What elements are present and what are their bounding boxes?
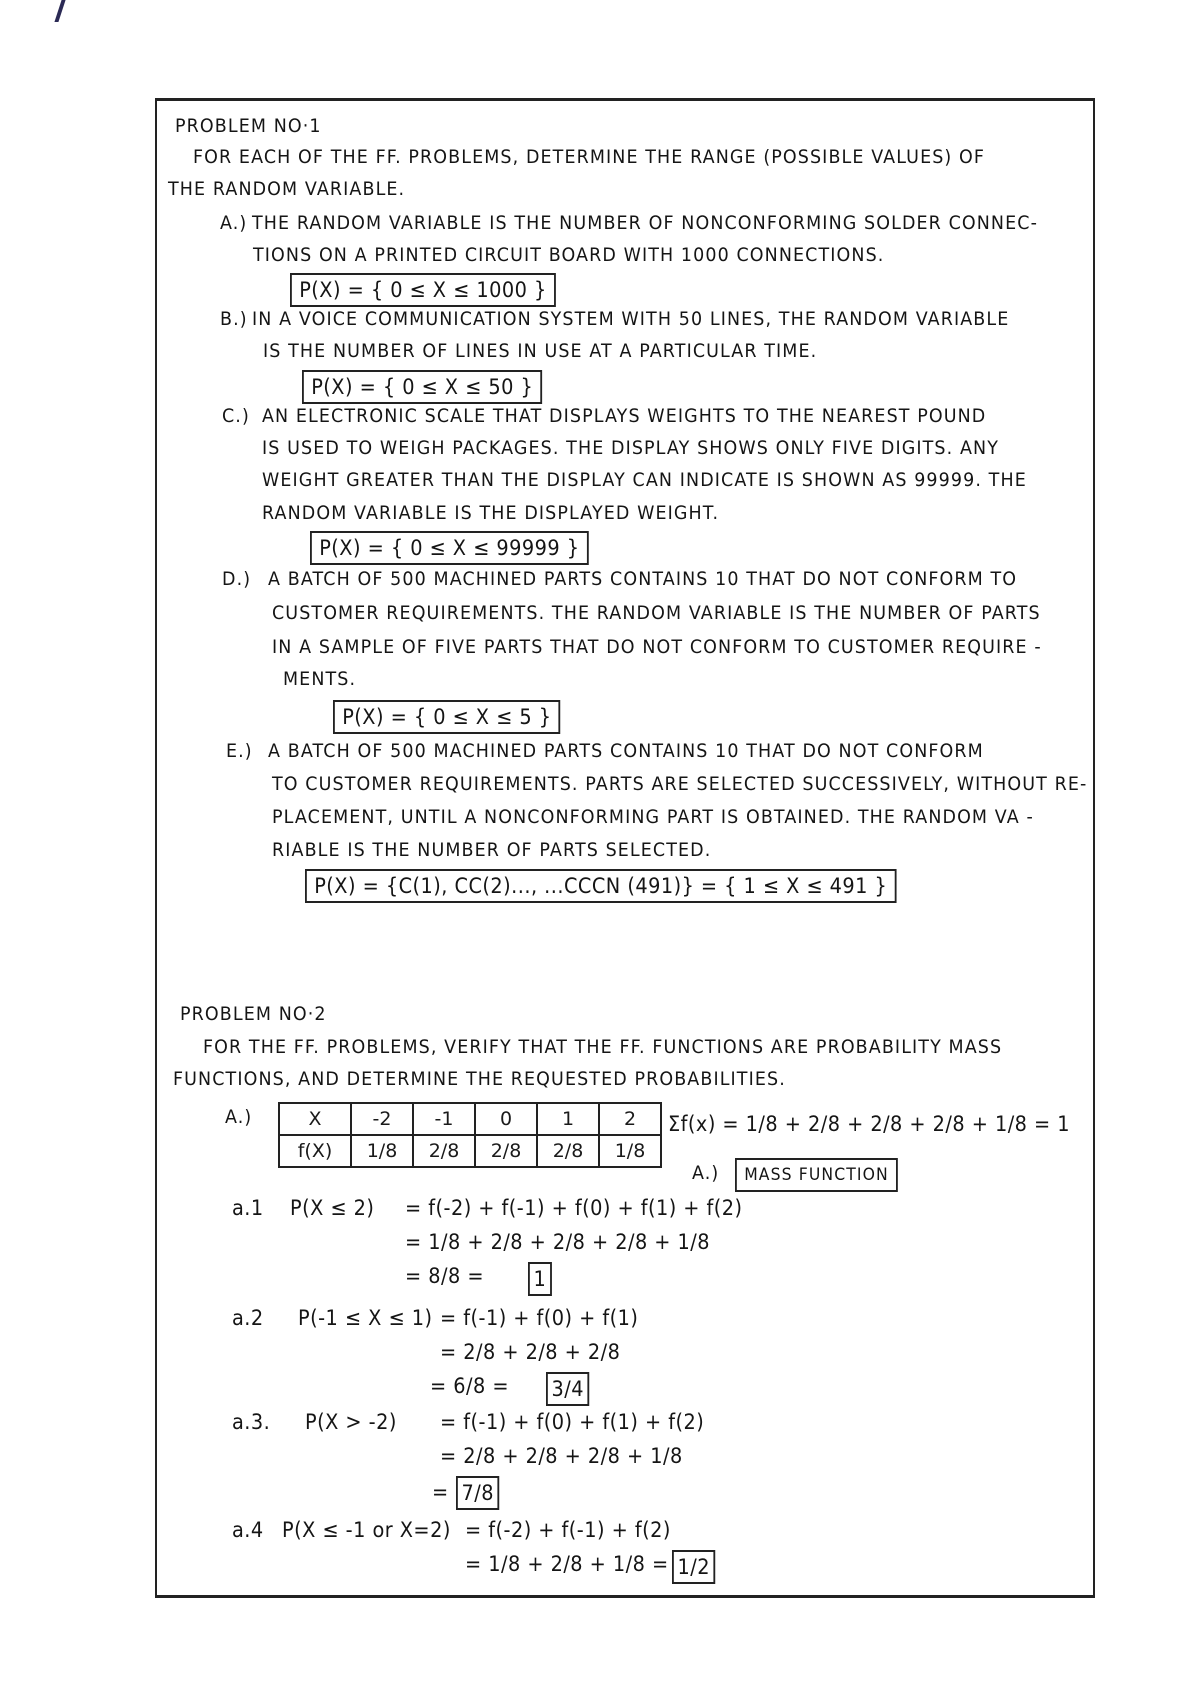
solution-a3-line-2: = 2/8 + 2/8 + 2/8 + 1/8: [440, 1444, 683, 1468]
part-a-label: A.): [220, 212, 248, 234]
solution-a2-lhs: P(-1 ≤ X ≤ 1): [298, 1306, 433, 1330]
part-c-text-line-3: WEIGHT GREATER THAN THE DISPLAY CAN INDICATE IS SHOWN AS 99999. THE: [262, 469, 1027, 491]
pmf-x-cell: -2: [351, 1103, 413, 1135]
part-d-answer-box: P(X) = { 0 ≤ X ≤ 5 }: [333, 700, 561, 734]
pmf-fx-cell: 2/8: [413, 1135, 475, 1167]
problem-1-intro-line-1: FOR EACH OF THE FF. PROBLEMS, DETERMINE THE RANGE (POSSIBLE VALUES) OF: [193, 146, 986, 168]
pmf-x-cell: -1: [413, 1103, 475, 1135]
part-d-label: D.): [222, 568, 252, 590]
pmf-x-cell: 1: [537, 1103, 599, 1135]
problem-1-title: PROBLEM NO·1: [175, 115, 322, 137]
pmf-table-row-x: [279, 1103, 661, 1135]
part-e-answer-box: P(X) = {C(1), CC(2)..., ...CCCN (491)} = { 1 ≤ X ≤ 491 }: [305, 869, 896, 903]
part-a-text-line-1: THE RANDOM VARIABLE IS THE NUMBER OF NONCONFORMING SOLDER CONNEC-: [252, 212, 1038, 234]
conclusion-box: MASS FUNCTION: [735, 1158, 898, 1192]
solution-a3-label: a.3.: [232, 1410, 271, 1434]
pmf-header-fx: f(X): [279, 1135, 351, 1167]
pmf-fx-cell: 1/8: [351, 1135, 413, 1167]
solution-a3-line-1: = f(-1) + f(0) + f(1) + f(2): [440, 1410, 705, 1434]
part-c-answer-box: P(X) = { 0 ≤ X ≤ 99999 }: [310, 531, 589, 565]
solution-a2-line-1: = f(-1) + f(0) + f(1): [440, 1306, 639, 1330]
part-d-text-line-4: MENTS.: [283, 668, 357, 690]
part-c-label: C.): [222, 405, 250, 427]
solution-a4-line-1: = f(-2) + f(-1) + f(2): [465, 1518, 671, 1542]
problem-1-intro-line-2: THE RANDOM VARIABLE.: [168, 178, 406, 200]
pmf-x-cell: 2: [599, 1103, 661, 1135]
pmf-table: [278, 1102, 662, 1168]
solution-a3-lhs: P(X > -2): [305, 1410, 397, 1434]
pmf-x-cell: 0: [475, 1103, 537, 1135]
part-e-label: E.): [226, 740, 253, 762]
part-d-text-line-3: IN A SAMPLE OF FIVE PARTS THAT DO NOT CONFORM TO CUSTOMER REQUIRE -: [272, 636, 1042, 658]
pmf-table-row-fx: [279, 1135, 661, 1167]
part-b-label: B.): [220, 308, 248, 330]
solution-a2-label: a.2: [232, 1306, 264, 1330]
part-b-text-line-2: IS THE NUMBER OF LINES IN USE AT A PARTICULAR TIME.: [263, 340, 818, 362]
sum-check: Σf(x) = 1/8 + 2/8 + 2/8 + 2/8 + 1/8 = 1: [668, 1112, 1071, 1136]
solution-a1-line-1: = f(-2) + f(-1) + f(0) + f(1) + f(2): [405, 1196, 743, 1220]
pmf-header-x: X: [279, 1103, 351, 1135]
part-e-text-line-4: RIABLE IS THE NUMBER OF PARTS SELECTED.: [272, 839, 712, 861]
problem-2-intro-line-1: FOR THE FF. PROBLEMS, VERIFY THAT THE FF. FUNCTIONS ARE PROBABILITY MASS: [203, 1036, 1003, 1058]
solution-a2-line-2: = 2/8 + 2/8 + 2/8: [440, 1340, 621, 1364]
pmf-fx-cell: 1/8: [599, 1135, 661, 1167]
problem-2-intro-line-2: FUNCTIONS, AND DETERMINE THE REQUESTED PROBABILITIES.: [173, 1068, 786, 1090]
part-d-text-line-1: A BATCH OF 500 MACHINED PARTS CONTAINS 10 THAT DO NOT CONFORM TO: [268, 568, 1018, 590]
solution-a1-lhs: P(X ≤ 2): [290, 1196, 375, 1220]
part-e-text-line-2: TO CUSTOMER REQUIREMENTS. PARTS ARE SELECTED SUCCESSIVELY, WITHOUT RE-: [272, 773, 1088, 795]
solution-a3-answer-box: 7/8: [456, 1476, 500, 1510]
solution-a1-answer-box: 1: [528, 1262, 552, 1296]
solution-a4-line-2: = 1/8 + 2/8 + 1/8 =: [465, 1552, 669, 1576]
part-b-text-line-1: IN A VOICE COMMUNICATION SYSTEM WITH 50 LINES, THE RANDOM VARIABLE: [252, 308, 1010, 330]
part-d-text-line-2: CUSTOMER REQUIREMENTS. THE RANDOM VARIABLE IS THE NUMBER OF PARTS: [272, 602, 1041, 624]
part-c-text-line-2: IS USED TO WEIGH PACKAGES. THE DISPLAY SHOWS ONLY FIVE DIGITS. ANY: [262, 437, 999, 459]
part-b-answer-box: P(X) = { 0 ≤ X ≤ 50 }: [302, 370, 542, 404]
problem-2-part-a-label: A.): [225, 1106, 253, 1128]
conclusion-label: A.): [692, 1162, 720, 1184]
solution-a1-line-2: = 1/8 + 2/8 + 2/8 + 2/8 + 1/8: [405, 1230, 711, 1254]
part-a-text-line-2: TIONS ON A PRINTED CIRCUIT BOARD WITH 1000 CONNECTIONS.: [253, 244, 885, 266]
solution-a2-line-3: = 6/8 =: [430, 1374, 509, 1398]
solution-a2-answer-box: 3/4: [546, 1372, 590, 1406]
solution-a1-label: a.1: [232, 1196, 264, 1220]
pmf-fx-cell: 2/8: [537, 1135, 599, 1167]
part-e-text-line-3: PLACEMENT, UNTIL A NONCONFORMING PART IS OBTAINED. THE RANDOM VA -: [272, 806, 1034, 828]
solution-a3-line-3: =: [432, 1480, 449, 1504]
part-c-text-line-1: AN ELECTRONIC SCALE THAT DISPLAYS WEIGHTS TO THE NEAREST POUND: [262, 405, 987, 427]
solution-a4-lhs: P(X ≤ -1 or X=2): [282, 1518, 451, 1542]
solution-a1-line-3: = 8/8 =: [405, 1264, 484, 1288]
solution-a4-label: a.4: [232, 1518, 264, 1542]
solution-a4-answer-box: 1/2: [672, 1550, 716, 1584]
problem-2-title: PROBLEM NO·2: [180, 1003, 327, 1025]
part-a-answer-box: P(X) = { 0 ≤ X ≤ 1000 }: [290, 273, 556, 307]
part-e-text-line-1: A BATCH OF 500 MACHINED PARTS CONTAINS 10 THAT DO NOT CONFORM: [268, 740, 984, 762]
pmf-fx-cell: 2/8: [475, 1135, 537, 1167]
scan-edge-mark: [54, 0, 65, 22]
part-c-text-line-4: RANDOM VARIABLE IS THE DISPLAYED WEIGHT.: [262, 502, 720, 524]
